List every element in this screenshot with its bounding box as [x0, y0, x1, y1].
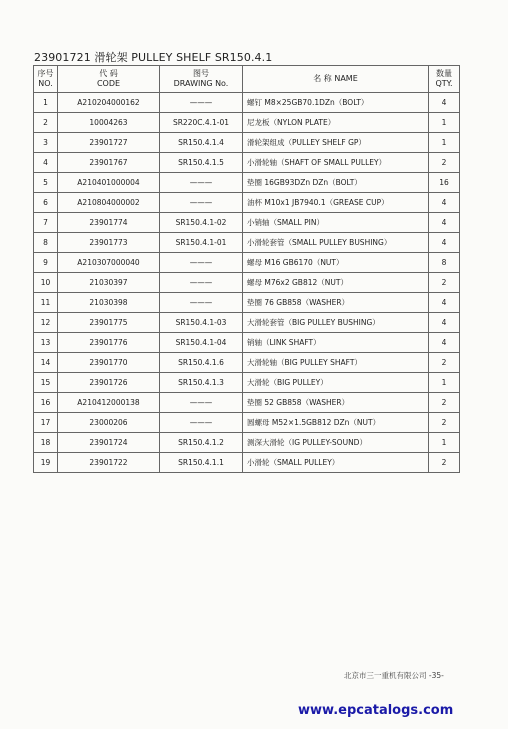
cell-no: 13 [34, 333, 58, 353]
cell-name: 滑轮架组成（PULLEY SHELF GP） [243, 133, 429, 153]
cell-drawing: ——— [160, 173, 243, 193]
cell-qty: 4 [429, 293, 460, 313]
cell-qty: 1 [429, 113, 460, 133]
cell-no: 12 [34, 313, 58, 333]
cell-qty: 2 [429, 273, 460, 293]
cell-qty: 16 [429, 173, 460, 193]
cell-code: 23901727 [58, 133, 160, 153]
cell-qty: 4 [429, 313, 460, 333]
cell-name: 小销轴（SMALL PIN） [243, 213, 429, 233]
cell-qty: 8 [429, 253, 460, 273]
cell-qty: 4 [429, 93, 460, 113]
table-row [34, 413, 460, 433]
table-row [34, 213, 460, 233]
table-row [34, 373, 460, 393]
cell-code: 23901775 [58, 313, 160, 333]
cell-drawing: SR150.4.1-01 [160, 233, 243, 253]
cell-no: 3 [34, 133, 58, 153]
cell-code: 23901767 [58, 153, 160, 173]
cell-drawing: ——— [160, 393, 243, 413]
cell-qty: 4 [429, 213, 460, 233]
cell-qty: 4 [429, 233, 460, 253]
cell-no: 18 [34, 433, 58, 453]
cell-name: 垫圈 16GB93DZn DZn（BOLT） [243, 173, 429, 193]
table-row [34, 173, 460, 193]
cell-qty: 1 [429, 373, 460, 393]
cell-name: 销轴（LINK SHAFT） [243, 333, 429, 353]
cell-qty: 1 [429, 133, 460, 153]
parts-table-body [34, 93, 460, 473]
cell-name: 螺母 M16 GB6170（NUT） [243, 253, 429, 273]
cell-code: 23901726 [58, 373, 160, 393]
cell-qty: 2 [429, 153, 460, 173]
table-row [34, 353, 460, 373]
cell-code: 23000206 [58, 413, 160, 433]
page-title: 23901721 滑轮架 PULLEY SHELF SR150.4.1 [34, 51, 273, 64]
table-row [34, 233, 460, 253]
cell-name: 垫圈 76 GB858（WASHER） [243, 293, 429, 313]
cell-no: 17 [34, 413, 58, 433]
table-header-row [34, 66, 460, 93]
cell-qty: 4 [429, 333, 460, 353]
cell-code: 23901774 [58, 213, 160, 233]
table-row [34, 193, 460, 213]
cell-qty: 2 [429, 453, 460, 473]
cell-code: 21030398 [58, 293, 160, 313]
cell-code: 21030397 [58, 273, 160, 293]
header-code-en: CODE [96, 79, 121, 88]
cell-code: 23901776 [58, 333, 160, 353]
cell-name: 大滑轮（BIG PULLEY） [243, 373, 429, 393]
table-row [34, 433, 460, 453]
cell-code: 23901722 [58, 453, 160, 473]
cell-no: 7 [34, 213, 58, 233]
header-qty [429, 66, 460, 93]
parts-table [33, 65, 460, 473]
cell-no: 10 [34, 273, 58, 293]
cell-no: 2 [34, 113, 58, 133]
cell-name: 测深大滑轮（IG PULLEY-SOUND） [243, 433, 429, 453]
cell-no: 9 [34, 253, 58, 273]
cell-drawing: ——— [160, 293, 243, 313]
cell-no: 16 [34, 393, 58, 413]
cell-name: 大滑轮轴（BIG PULLEY SHAFT） [243, 353, 429, 373]
cell-drawing: ——— [160, 413, 243, 433]
cell-code: A210401000004 [58, 173, 160, 193]
page-footer: 北京市三一重机有限公司 -35- [344, 671, 444, 680]
header-name-label: 名 称 NAME [313, 74, 358, 83]
header-drawing-en: DRAWING No. [173, 79, 229, 88]
table-row [34, 113, 460, 133]
cell-name: 螺母 M76x2 GB812（NUT） [243, 273, 429, 293]
cell-qty: 2 [429, 353, 460, 373]
table-row [34, 393, 460, 413]
header-drawing [160, 66, 243, 93]
cell-no: 8 [34, 233, 58, 253]
header-code-cn: 代 码 [99, 69, 118, 78]
cell-no: 14 [34, 353, 58, 373]
header-no-en: NO. [38, 79, 53, 88]
table-row [34, 93, 460, 113]
table-row [34, 133, 460, 153]
cell-code: 23901724 [58, 433, 160, 453]
table-row [34, 333, 460, 353]
header-code [58, 66, 160, 93]
cell-no: 5 [34, 173, 58, 193]
cell-qty: 4 [429, 193, 460, 213]
table-row [34, 273, 460, 293]
cell-drawing: SR150.4.1-03 [160, 313, 243, 333]
cell-drawing: SR150.4.1.6 [160, 353, 243, 373]
cell-code: A210412000138 [58, 393, 160, 413]
table-row [34, 153, 460, 173]
cell-code: A210804000002 [58, 193, 160, 213]
cell-drawing: SR150.4.1-02 [160, 213, 243, 233]
cell-name: 小滑轮套管（SMALL PULLEY BUSHING） [243, 233, 429, 253]
cell-code: 23901770 [58, 353, 160, 373]
header-no-cn: 序号 [37, 69, 54, 78]
cell-qty: 2 [429, 393, 460, 413]
cell-no: 4 [34, 153, 58, 173]
table-row [34, 453, 460, 473]
table-row [34, 313, 460, 333]
cell-name: 大滑轮套管（BIG PULLEY BUSHING） [243, 313, 429, 333]
cell-drawing: SR220C.4.1-01 [160, 113, 243, 133]
cell-drawing: ——— [160, 273, 243, 293]
cell-qty: 2 [429, 413, 460, 433]
cell-no: 6 [34, 193, 58, 213]
cell-name: 螺钉 M8×25GB70.1DZn（BOLT） [243, 93, 429, 113]
header-qty-cn: 数量 [436, 69, 452, 78]
cell-name: 尼龙板（NYLON PLATE） [243, 113, 429, 133]
cell-no: 11 [34, 293, 58, 313]
cell-qty: 1 [429, 433, 460, 453]
cell-code: 23901773 [58, 233, 160, 253]
cell-name: 油杯 M10x1 JB7940.1（GREASE CUP） [243, 193, 429, 213]
header-name [243, 66, 429, 93]
cell-drawing: ——— [160, 253, 243, 273]
cell-drawing: SR150.4.1.1 [160, 453, 243, 473]
header-no [34, 66, 58, 93]
cell-name: 小滑轮（SMALL PULLEY） [243, 453, 429, 473]
header-qty-en: QTY. [435, 79, 453, 88]
header-drawing-cn: 图号 [193, 69, 209, 78]
watermark: www.epcatalogs.com [298, 703, 454, 718]
table-row [34, 253, 460, 273]
cell-drawing: SR150.4.1.5 [160, 153, 243, 173]
cell-drawing: SR150.4.1.4 [160, 133, 243, 153]
cell-no: 1 [34, 93, 58, 113]
cell-drawing: SR150.4.1.3 [160, 373, 243, 393]
cell-drawing: SR150.4.1.2 [160, 433, 243, 453]
cell-code: 10004263 [58, 113, 160, 133]
cell-no: 15 [34, 373, 58, 393]
cell-no: 19 [34, 453, 58, 473]
cell-name: 圆螺母 M52×1.5GB812 DZn（NUT） [243, 413, 429, 433]
cell-drawing: SR150.4.1-04 [160, 333, 243, 353]
cell-drawing: ——— [160, 193, 243, 213]
cell-drawing: ——— [160, 93, 243, 113]
cell-name: 垫圈 52 GB858（WASHER） [243, 393, 429, 413]
cell-name: 小滑轮轴（SHAFT OF SMALL PULLEY） [243, 153, 429, 173]
cell-code: A210204000162 [58, 93, 160, 113]
table-row [34, 293, 460, 313]
cell-code: A210307000040 [58, 253, 160, 273]
